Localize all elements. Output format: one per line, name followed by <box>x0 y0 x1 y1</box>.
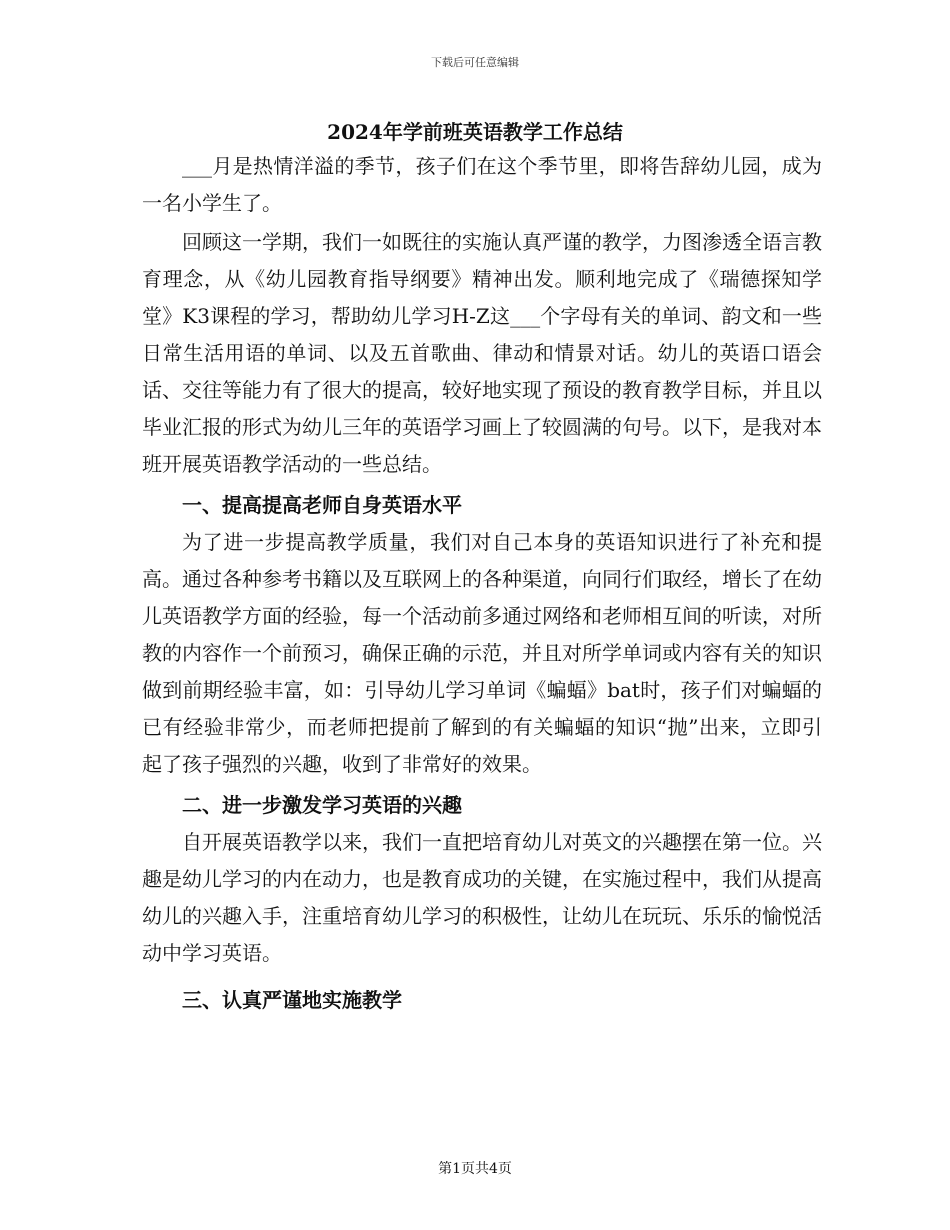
section-heading-3: 三、认真严谨地实施教学 <box>182 988 402 1012</box>
document-title: 2024年学前班英语教学工作总结 <box>327 120 623 144</box>
paragraph-section-1: 为了进一步提高教学质量，我们对自己本身的英语知识进行了补充和提高。通过各种参考书籍以及互联网上的各种渠道，向同行们取经，增长了在幼儿英语教学方面的经验，每一个活动前多通过网络和老师相互间的听读，对所教的内容作一个前预习，确保正确的示范，并且对所学单词或内容有关的知识做到前期经验丰富，如：引导幼儿学习单词《蝙蝠》bat时，孩子们对蝙蝠的已有经验非常少，而老师把提前了解到的有关蝙蝠的知识“抛”出来，立即引起了孩子强烈的兴趣，收到了非常好的效果。 <box>142 530 822 776</box>
header-note: 下载后可任意编辑 <box>431 56 519 69</box>
page-footer: 第1页共4页 <box>438 1161 512 1177</box>
paragraph-section-2: 自开展英语教学以来，我们一直把培育幼儿对英文的兴趣摆在第一位。兴趣是幼儿学习的内在动力，也是教育成功的关键，在实施过程中，我们从提高幼儿的兴趣入手，注重培育幼儿学习的积极性，让幼儿在玩玩、乐乐的愉悦活动中学习英语。 <box>142 830 822 965</box>
section-heading-1: 一、提高提高老师自身英语水平 <box>182 493 462 517</box>
paragraph-review: 回顾这一学期，我们一如既往的实施认真严谨的教学，力图渗透全语言教育理念，从《幼儿园教育指导纲要》精神出发。顺利地完成了《瑞德探知学堂》K3课程的学习，帮助幼儿学习H-Z这___个字母有关的单词、韵文和一些日常生活用语的单词、以及五首歌曲、律动和情景对话。幼儿的英语口语会话、交往等能力有了很大的提高，较好地实现了预设的教育教学目标，并且以毕业汇报的形式为幼儿三年的英语学习画上了较圆满的句号。以下，是我对本班开展英语教学活动的一些总结。 <box>142 230 822 476</box>
document-body <box>142 148 822 1019</box>
section-heading-2: 二、进一步激发学习英语的兴趣 <box>182 793 462 817</box>
paragraph-intro: ___月是热情洋溢的季节，孩子们在这个季节里，即将告辞幼儿园，成为一名小学生了。 <box>142 154 822 215</box>
